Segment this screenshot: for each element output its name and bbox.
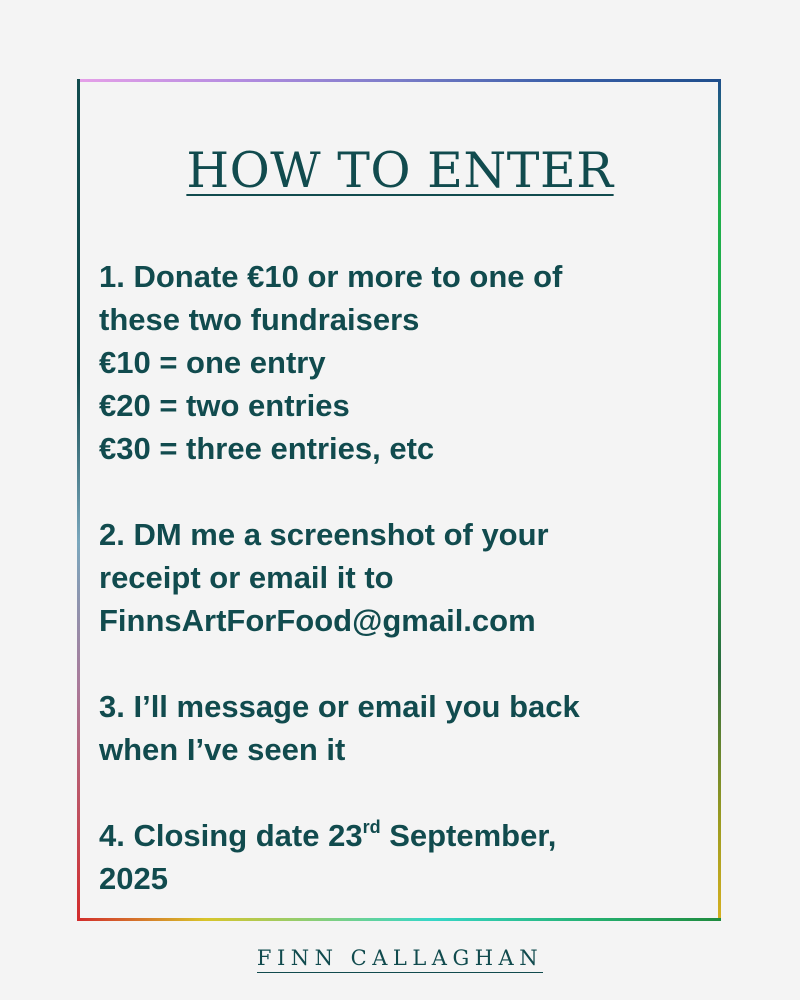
page-title-text: HOW TO ENTER bbox=[186, 142, 614, 199]
step-2-email: FinnsArtForFood@gmail.com bbox=[99, 603, 536, 638]
page-title bbox=[0, 142, 800, 199]
frame-bottom-border bbox=[77, 918, 721, 921]
step-1-line-5: €30 = three entries, etc bbox=[99, 431, 435, 466]
ordinal-suffix: rd bbox=[362, 816, 381, 837]
artist-name: FINN CALLAGHAN bbox=[257, 946, 543, 973]
step-3-line-2: when I’ve seen it bbox=[99, 732, 346, 767]
step-1-line-2: these two fundraisers bbox=[99, 302, 420, 337]
step-1-line-4: €20 = two entries bbox=[99, 388, 350, 423]
step-4-line-1 bbox=[99, 814, 699, 857]
step-4-date-prefix: 4. Closing date 23 bbox=[99, 818, 363, 853]
frame-left-border bbox=[77, 79, 80, 921]
step-4-line-2: 2025 bbox=[99, 861, 168, 896]
step-1-line-1: 1. Donate €10 or more to one of bbox=[99, 259, 563, 294]
step-2-line-2: receipt or email it to bbox=[99, 560, 394, 595]
step-1-line-3: €10 = one entry bbox=[99, 345, 326, 380]
step-2-line-1: 2. DM me a screenshot of your bbox=[99, 517, 549, 552]
frame-top-border bbox=[77, 79, 721, 82]
step-4-date-month: September, bbox=[380, 818, 557, 853]
artist-signature bbox=[0, 946, 800, 973]
frame-right-border bbox=[718, 79, 721, 921]
instructions bbox=[99, 255, 699, 900]
step-3-line-1: 3. I’ll message or email you back bbox=[99, 689, 580, 724]
